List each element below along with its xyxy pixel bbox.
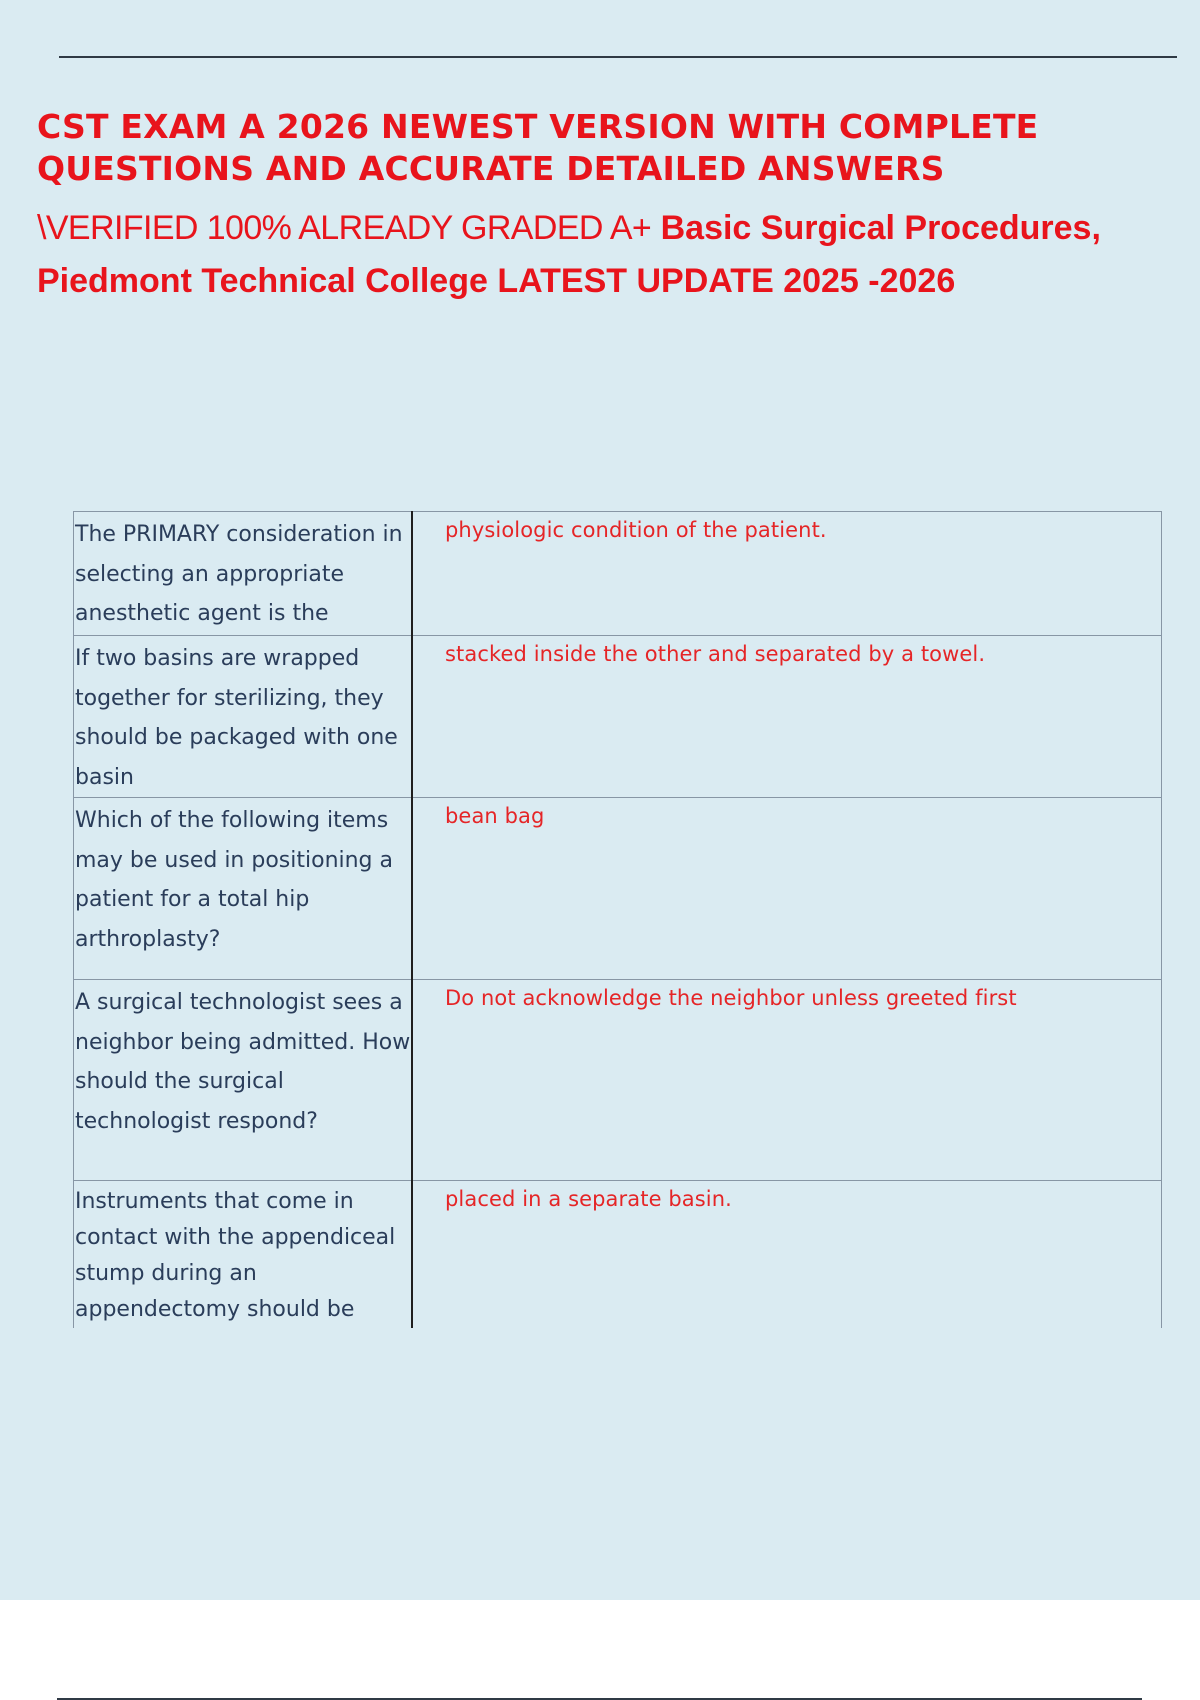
question-cell: The PRIMARY consideration in selecting an appropriate anesthetic agent is the bbox=[74, 512, 413, 636]
table-row bbox=[74, 980, 1162, 1181]
answer-cell: Do not acknowledge the neighbor unless greeted first bbox=[412, 980, 1162, 1181]
title-subline bbox=[37, 202, 1162, 308]
question-cell: Which of the following items may be used in positioning a patient for a total hip arthroplasty? bbox=[74, 798, 413, 980]
question-cell: If two basins are wrapped together for sterilizing, they should be packaged with one basin bbox=[74, 636, 413, 798]
title-line-1: CST EXAM A 2026 NEWEST VERSION WITH COMPLETE bbox=[37, 107, 1039, 146]
answer-cell: bean bag bbox=[412, 798, 1162, 980]
question-cell: Instruments that come in contact with the appendiceal stump during an appendectomy should be bbox=[74, 1181, 413, 1329]
title-course: Basic Surgical Procedures, Piedmont Technical College LATEST UPDATE 2025 -2026 bbox=[37, 209, 1101, 300]
answer-cell: physiologic condition of the patient. bbox=[412, 512, 1162, 636]
title-verified: \VERIFIED 100% ALREADY GRADED A+ bbox=[37, 209, 652, 247]
qa-table bbox=[73, 511, 1162, 1328]
answer-cell: placed in a separate basin. bbox=[412, 1181, 1162, 1329]
question-cell: A surgical technologist sees a neighbor being admitted. How should the surgical technologist respond? bbox=[74, 980, 413, 1181]
title-line-2: QUESTIONS AND ACCURATE DETAILED ANSWERS bbox=[37, 149, 945, 188]
table-row bbox=[74, 798, 1162, 980]
table-row bbox=[74, 1181, 1162, 1329]
answer-cell: stacked inside the other and separated by a towel. bbox=[412, 636, 1162, 798]
document-title bbox=[37, 106, 1162, 308]
header-rule bbox=[59, 56, 1177, 58]
table-row bbox=[74, 636, 1162, 798]
table-row bbox=[74, 512, 1162, 636]
